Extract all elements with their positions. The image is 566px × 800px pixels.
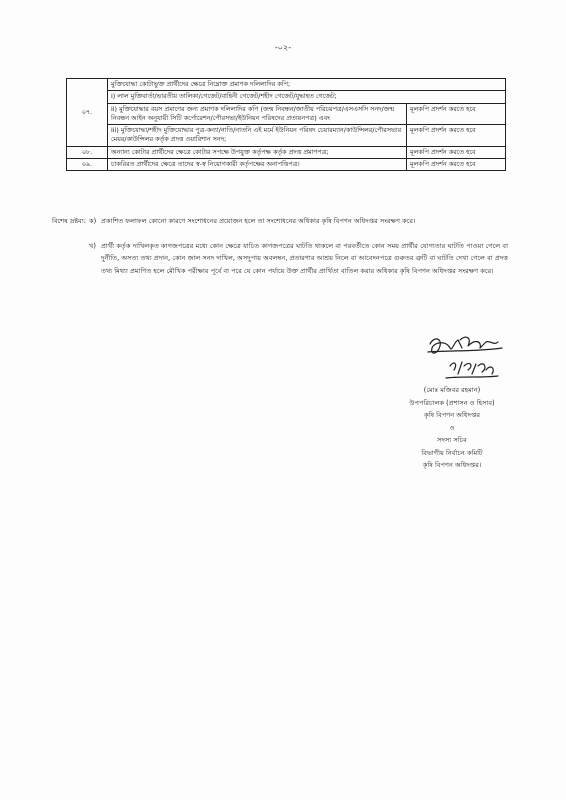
table-row (67, 103, 506, 125)
signatory-name: (মোঃ মজিবর রহমান) (423, 386, 481, 394)
row-remark: মূলকপি প্রদর্শন করতে হবে (407, 146, 506, 158)
page-number: -০২- (274, 43, 292, 52)
special-notes (52, 215, 508, 277)
signature-block (392, 384, 512, 472)
row-remark: মূলকপি প্রদর্শন করতে হবে (407, 158, 506, 170)
table-row (67, 146, 506, 158)
note-text: প্রার্থী কর্তৃক দাখিলকৃত কাগজপত্রের মধ্যে কোন ক্ষেত্রে যাচিত কাগজপত্রের ঘাটতি থাকলে বা পরবর্তীতে কোন সময় প্রার্থীর যোগ্যতার ঘাটতি পাওয়া গেলে বা দুর্নীতি, অসত্য তথ্য প্রদান, কোন জাল সনদ দাখিল, অসদুপায় অবলম্বন, প্রতারণার আশ্রয় নিলে বা আবেদনপত্রে গুরুতর ত্রুটি বা ঘাটতি দেখা গেলে বা প্রদত্ত তথ্য মিথ্যা প্রমাণিত হলে মৌখিক পরীক্ষার পূর্বে বা পরে যে কোন পর্যায়ে উক্ত প্রার্থীর প্রার্থিতা বাতিল করার অধিকার কৃষি বিপণন অধিদপ্তর সংরক্ষণ করে। (101, 241, 508, 275)
note-text: প্রকাশিত ফলাফল কোনো কারণে সংশোধনের প্রয়োজন হলে তা সংশোধনের অধিকার কৃষি বিপণন অধিদপ্তর সংরক্ষণ করে। (101, 217, 416, 225)
signatory-role: সদস্য সচিব (437, 436, 467, 445)
row-text: ii) মুক্তিযোদ্ধার বয়স প্রমাণের জন্য প্রমাণক দলিলাদির কপি (জন্ম নিবন্ধন/জাতীয় পরিচয়পত্র/এসএসসি সনদ/জন্ম নিবন্ধন আইন অনুযায়ী সিটি কর্পোরেশন/পৌরসভা/ইউনিয়ন পরিষদের প্রত্যয়নপত্র) এবং (108, 103, 407, 125)
note-key: ক) (89, 217, 97, 225)
signatory-office: কৃষি বিপণন অধিদপ্তর (423, 411, 481, 420)
serial-number: ০৭. (67, 79, 108, 147)
row-remark: মূলকপি প্রদর্শন করতে হবে (407, 103, 506, 125)
signatory-committee: বিভাগীয় নির্বাচন কমিটি (421, 448, 483, 457)
serial-number: ০৯. (67, 158, 108, 170)
requirements-table (66, 78, 506, 171)
note-item (52, 240, 508, 278)
handwritten-signature (424, 330, 504, 388)
notes-label: বিশেষ দ্রষ্টব্য: (52, 217, 86, 225)
signatory-designation: উপপরিচালক (প্রশাসন ও হিসাব) (409, 398, 495, 407)
note-item (52, 215, 508, 228)
note-key: খ) (89, 241, 96, 250)
table-row (67, 125, 506, 147)
signatory-conjunction: ও (449, 423, 455, 432)
signatory-office-2: কৃষি বিপণন অধিদপ্তর। (422, 461, 482, 470)
row-text: i) লাল মুক্তিবার্তা/ভারতীয় তালিকা/গেজেট/বাহিনী গেজেট/শহীদ গেজেট/যুদ্ধাহত গেজেট; (108, 91, 506, 103)
table-row (67, 79, 506, 91)
row-text: অন্যান্য কোটার প্রার্থীদের ক্ষেত্রে কোটার সপক্ষে উপযুক্ত কর্তৃপক্ষ কর্তৃক প্রদত্ত প্রমাণপত্র; (108, 146, 407, 158)
row-text: মুক্তিযোদ্ধা কোটাভুক্ত প্রার্থীদের ক্ষেত্রে নিম্নোক্ত প্রমাণক দলিলাদির কপি; (108, 79, 506, 91)
row-text: iii) মুক্তিযোদ্ধা/শহীদ মুক্তিযোদ্ধার পুত্র-কন্যা/নাতি/নাতনি এই মর্মে ইউনিয়ন পরিষদ চেয়ারম্যান/কাউন্সিলর/পৌরসভার মেয়র/কাউন্সিলর কর্তৃক প্রদত্ত ওয়ারিশান সনদ; (108, 125, 407, 147)
table-row (67, 91, 506, 103)
table-row (67, 158, 506, 170)
serial-number: ০৮. (67, 146, 108, 158)
row-remark: মূলকপি প্রদর্শন করতে হবে (407, 125, 506, 147)
row-text: চাকরিরত প্রার্থীদের ক্ষেত্রে তাদের স্ব-স্ব নিয়োগকারী কর্তৃপক্ষের অনাপত্তিপত্র। (108, 158, 407, 170)
